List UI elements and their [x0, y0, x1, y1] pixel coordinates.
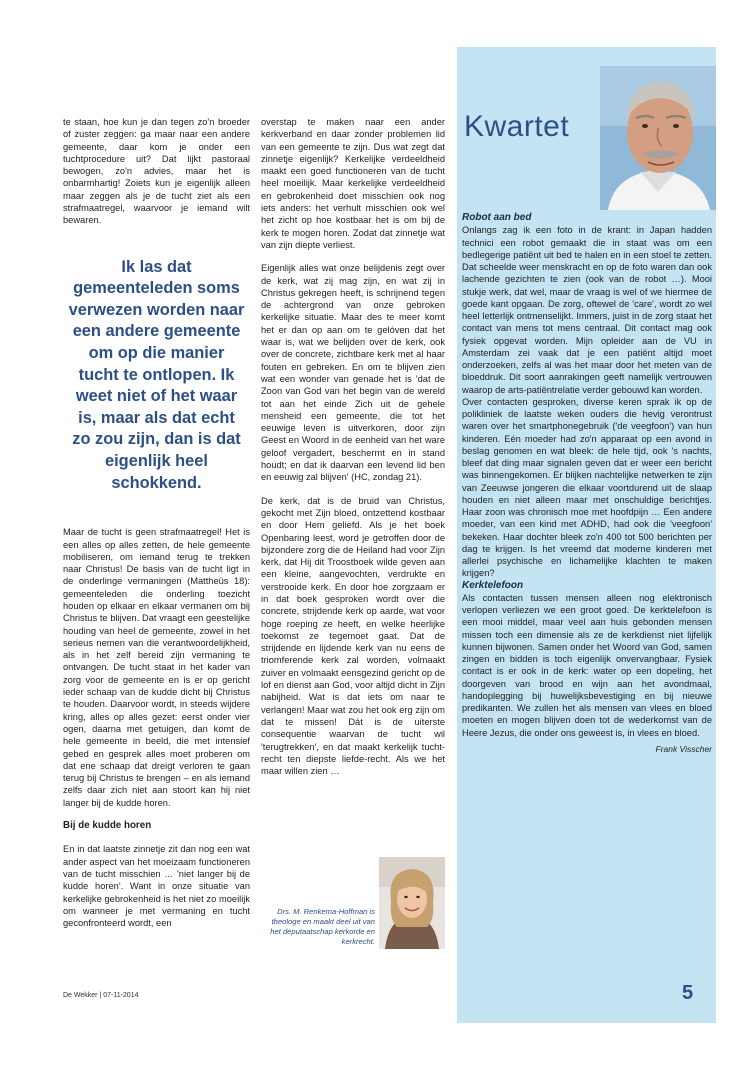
article-column-2 — [261, 116, 445, 788]
author-caption: Drs. M. Renkema-Hoffman is theologe en maakt deel uit van het deputaatschap kerkorde en kerkrecht. — [270, 907, 375, 946]
subheading-bij-de-kudde-horen: Bij de kudde horen — [63, 820, 152, 832]
col2-paragraph-2: Eigenlijk alles wat onze belijdenis zegt over de kerk, wat zij mag zijn, en wat zij in Christus gekregen heeft, is schrijnend tegen de achtergrond van onze gebroken kerkelijke situatie. Maar des te meer komt het er dan op aan om te gelóven dat het waar is, wat we belijden over de kerk, ook over de concrete, zichtbare kerk met al haar fouten en gebreken. En om te blijven zien wat een wonder van genade het is 'dat de Zoon van God van het begin van de wereld tot aan het einde Zich uit de gehele mensheid een gemeente, die tot het eeuwige leven is uitverkoren, door zijn Geest en Woord in de eenheid van het ware geloof vergadert, beschermt en in stand houdt; en dat ik daarvan een levend lid ben en eeuwig zal blijven' (HC, zondag 21). — [261, 263, 445, 483]
sidebar-paragraph-3: Als contacten tussen mensen alleen nog elektronisch verlopen verliezen we een groot goed. De kerktelefoon is een mooi middel, maar veel aan huis gebonden mensen missen toch een dimensie als ze de kerkdienst niet lijfelijk kunnen bijwonen. Samen onder het Woord van God, samen zingen en bidden is toch eigenlijk onvervangbaar. Fysiek contact is er ook in de kerk: water op een dopeling, het doorgeven van brood en wijn aan het avondmaal, handoplegging bij huwelijksbevestiging en bij nieuwe predikanten. We zullen het als mensen van vlees en bloed moeten en mogen blijven doen tot de wederkomst van de Heere Jezus, die onder ons geweest is, in vlees en bloed. — [462, 592, 712, 738]
author-portrait-photo — [379, 857, 445, 949]
col2-paragraph-1: overstap te maken naar een ander kerkverband en daar zonder problemen lid van een gemeente te zijn. Dus wat zegt dat zinnetje eigenlijk? Kerkelijke verdeeldheid maakt een goed functioneren van de tucht heel moeilijk. Maar kerkelijke verdeeldheid en gebrokenheid doet misschien ook nog iets anders: het verhult misschien ook wel het zicht op hoe kostbaar het is om bij de kerk te mogen horen. Zodat dat zinnetje wat van zijn diepte verliest. — [261, 117, 445, 250]
article-column-1 — [63, 116, 250, 940]
kwartet-column-text — [462, 212, 712, 755]
col1-paragraph-2: Maar de tucht is geen strafmaatregel! Het is een alles op alles zetten, de hele gemeente mobiliseren, om iemand terug te trekken naar Christus! De basis van de tucht ligt in de onderlinge vermaningen (Mattheüs 18): gemeenteleden die onderling toezicht houden op elkaar en elkaar vermanen om bij Christus te blijven. Dat vraagt een geestelijke houding van heel de gemeente, zowel in het serieus nemen van die verantwoordelijkheid, als in het zelf bereid zijn vermaning te ontvangen. De tucht staat in het kader van zorg voor de gemeente en is er op gericht ieder schaap van de kudde dicht bij Christus te houden. Daarvoor wordt, in steeds wijdere kring, alles op alles gezet: eerst onder vier ogen, daarna met getuigen, dan komt de hele gemeente in beeld, die met intensief gebed en gesprek alles moet proberen om dat ene schaap dat dreigt verloren te gaan terug bij Christus te brengen – en als iemand zelfs daar zich niet aan stoort kan hij niet langer bij de kudde horen. — [63, 527, 250, 808]
sidebar-heading-kerktelefoon: Kerktelefoon — [462, 579, 524, 591]
col2-paragraph-3: De kerk, dat is de bruid van Christus, gekocht met Zijn bloed, ontzettend kostbaar en door Hem geliefd. Als je het boek Openbaring leest, word je getroffen door de bijzondere zorg die de Heiland had voor Zijn kerk, dat Hij dit Troostboek wilde geven aan een kleine, aangevochten, verdrukte en verstrooide kerk. En door hoe zorgzaam er in dat boek gesproken wordt over die concrete, strijdende kerk op aarde, wat voor hoge roeping ze heeft, en welke heerlijke toekomst ze tegemoet gaat. Dat de strijdende en lijdende kerk van nu eens de triomferende kerk zal worden, volmaakt zuiver en volmaakt eensgezind gericht op de lof en dienst aan God, voor altijd dicht in Zijn nabijheid. Wat is dat iets om naar te verlangen! Maar wat zou het ook erg zijn om dat te missen! Dát is de uiterste consequentie waarvan de tucht wil 'terugtrekken', en dat maakt kerkelijk tucht-recht ten diepste liefde-recht. Als we het maar willen zien … — [261, 495, 445, 777]
col1-paragraph-3: En in dat laatste zinnetje zit dan nog een wat ander aspect van het moeizaam functioneren van de tucht misschien … 'niet langer bij de kudde horen'. Want in onze situatie van kerkelijke gebrokenheid is het niet zo moeilijk om wanneer je met vermaning en tucht geconfronteerd wordt, een — [63, 844, 250, 929]
pull-quote: Ik las dat gemeenteleden soms verwezen worden naar een andere gemeente om op die manier tucht te ontlopen. Ik weet niet of het waar is, maar als dat echt zo zou zijn, dan is dat eigenlijk heel schokkend. — [68, 257, 245, 492]
page-number: 5 — [682, 982, 694, 1004]
sidebar-heading-robot-aan-bed: Robot aan bed — [462, 212, 532, 223]
columnist-photo — [600, 66, 716, 210]
col1-paragraph-1: te staan, hoe kun je dan tegen zo'n broeder of zuster zeggen: ga maar naar een andere gemeente, daar kom je onder een tuchtprocedure uit? Dat lijkt pastoraal bewogen, zo'n advies, maar het is onbarmhartig! Zoiets kun je eigenlijk alleen maar zeggen als je de tucht ziet als een strafmaatregel, waarvoor je iemand wilt bewaren. — [63, 117, 250, 226]
footer-publication-date: De Wekker | 07-11-2014 — [63, 992, 139, 999]
sidebar-signature: Frank Visscher — [655, 743, 712, 754]
kwartet-title: Kwartet — [464, 110, 570, 143]
sidebar-paragraph-2: Over contacten gesproken, diverse keren sprak ik op de polikliniek de laatste weken ouders die hevig verontrust waren over het smartphonegebruik ('de veegfoon') van hun kinderen. Eén moeder had zo'n apparaat op een avond in beslag genomen en wat bleek: de hele tijd, ook 's nachts, bleef dat ding maar signalen geven dat er weer een bericht was binnengekomen. Er blijken nachtelijke netwerken te zijn van Zeeuwse jongeren die elkaar voortdurend uit de slaap houden en niet alleen maar met onschuldige berichtjes. Haar zoon was chronisch moe met hoofdpijn … Een andere moeder, van een kind met ADHD, had ook die 'veegfoon' bekeken. Haar dochter bleek zo'n 400 tot 500 berichten per dag te krijgen. Is het vreemd dat moderne kinderen met allerlei psychische en lichamelijke klachten te maken krijgen? — [462, 396, 712, 579]
sidebar-paragraph-1: Onlangs zag ik een foto in de krant: in Japan hadden technici een robot gemaakt die in staat was om een bedlegerige patiënt uit bed te halen en in een stoel te zetten. Dat scheelde weer menskracht en op de foto waren dan ook lachende gezichten te zien (ook van de robot …). Mooi stukje werk, dat wel, maar de vraag is wel of we hiermee de goede kant opgaan. De zorg, oftewel de 'care', wordt zo wel heel letterlijk ontmenselijkt. Immers, juist in de zorg staat het contact van mens tot mens centraal. Dit contact mag ook fysiek opgevat worden. Mijn opleider aan de VU in Amsterdam zei vaak dat je een patiënt altijd moet onderzoeken, zelfs al was het maar door het meten van de bloeddruk. Dit soort aanrakingen geeft namelijk vertrouwen waarop de arts-patiëntrelatie verder gebouwd kan worden. — [462, 225, 712, 395]
